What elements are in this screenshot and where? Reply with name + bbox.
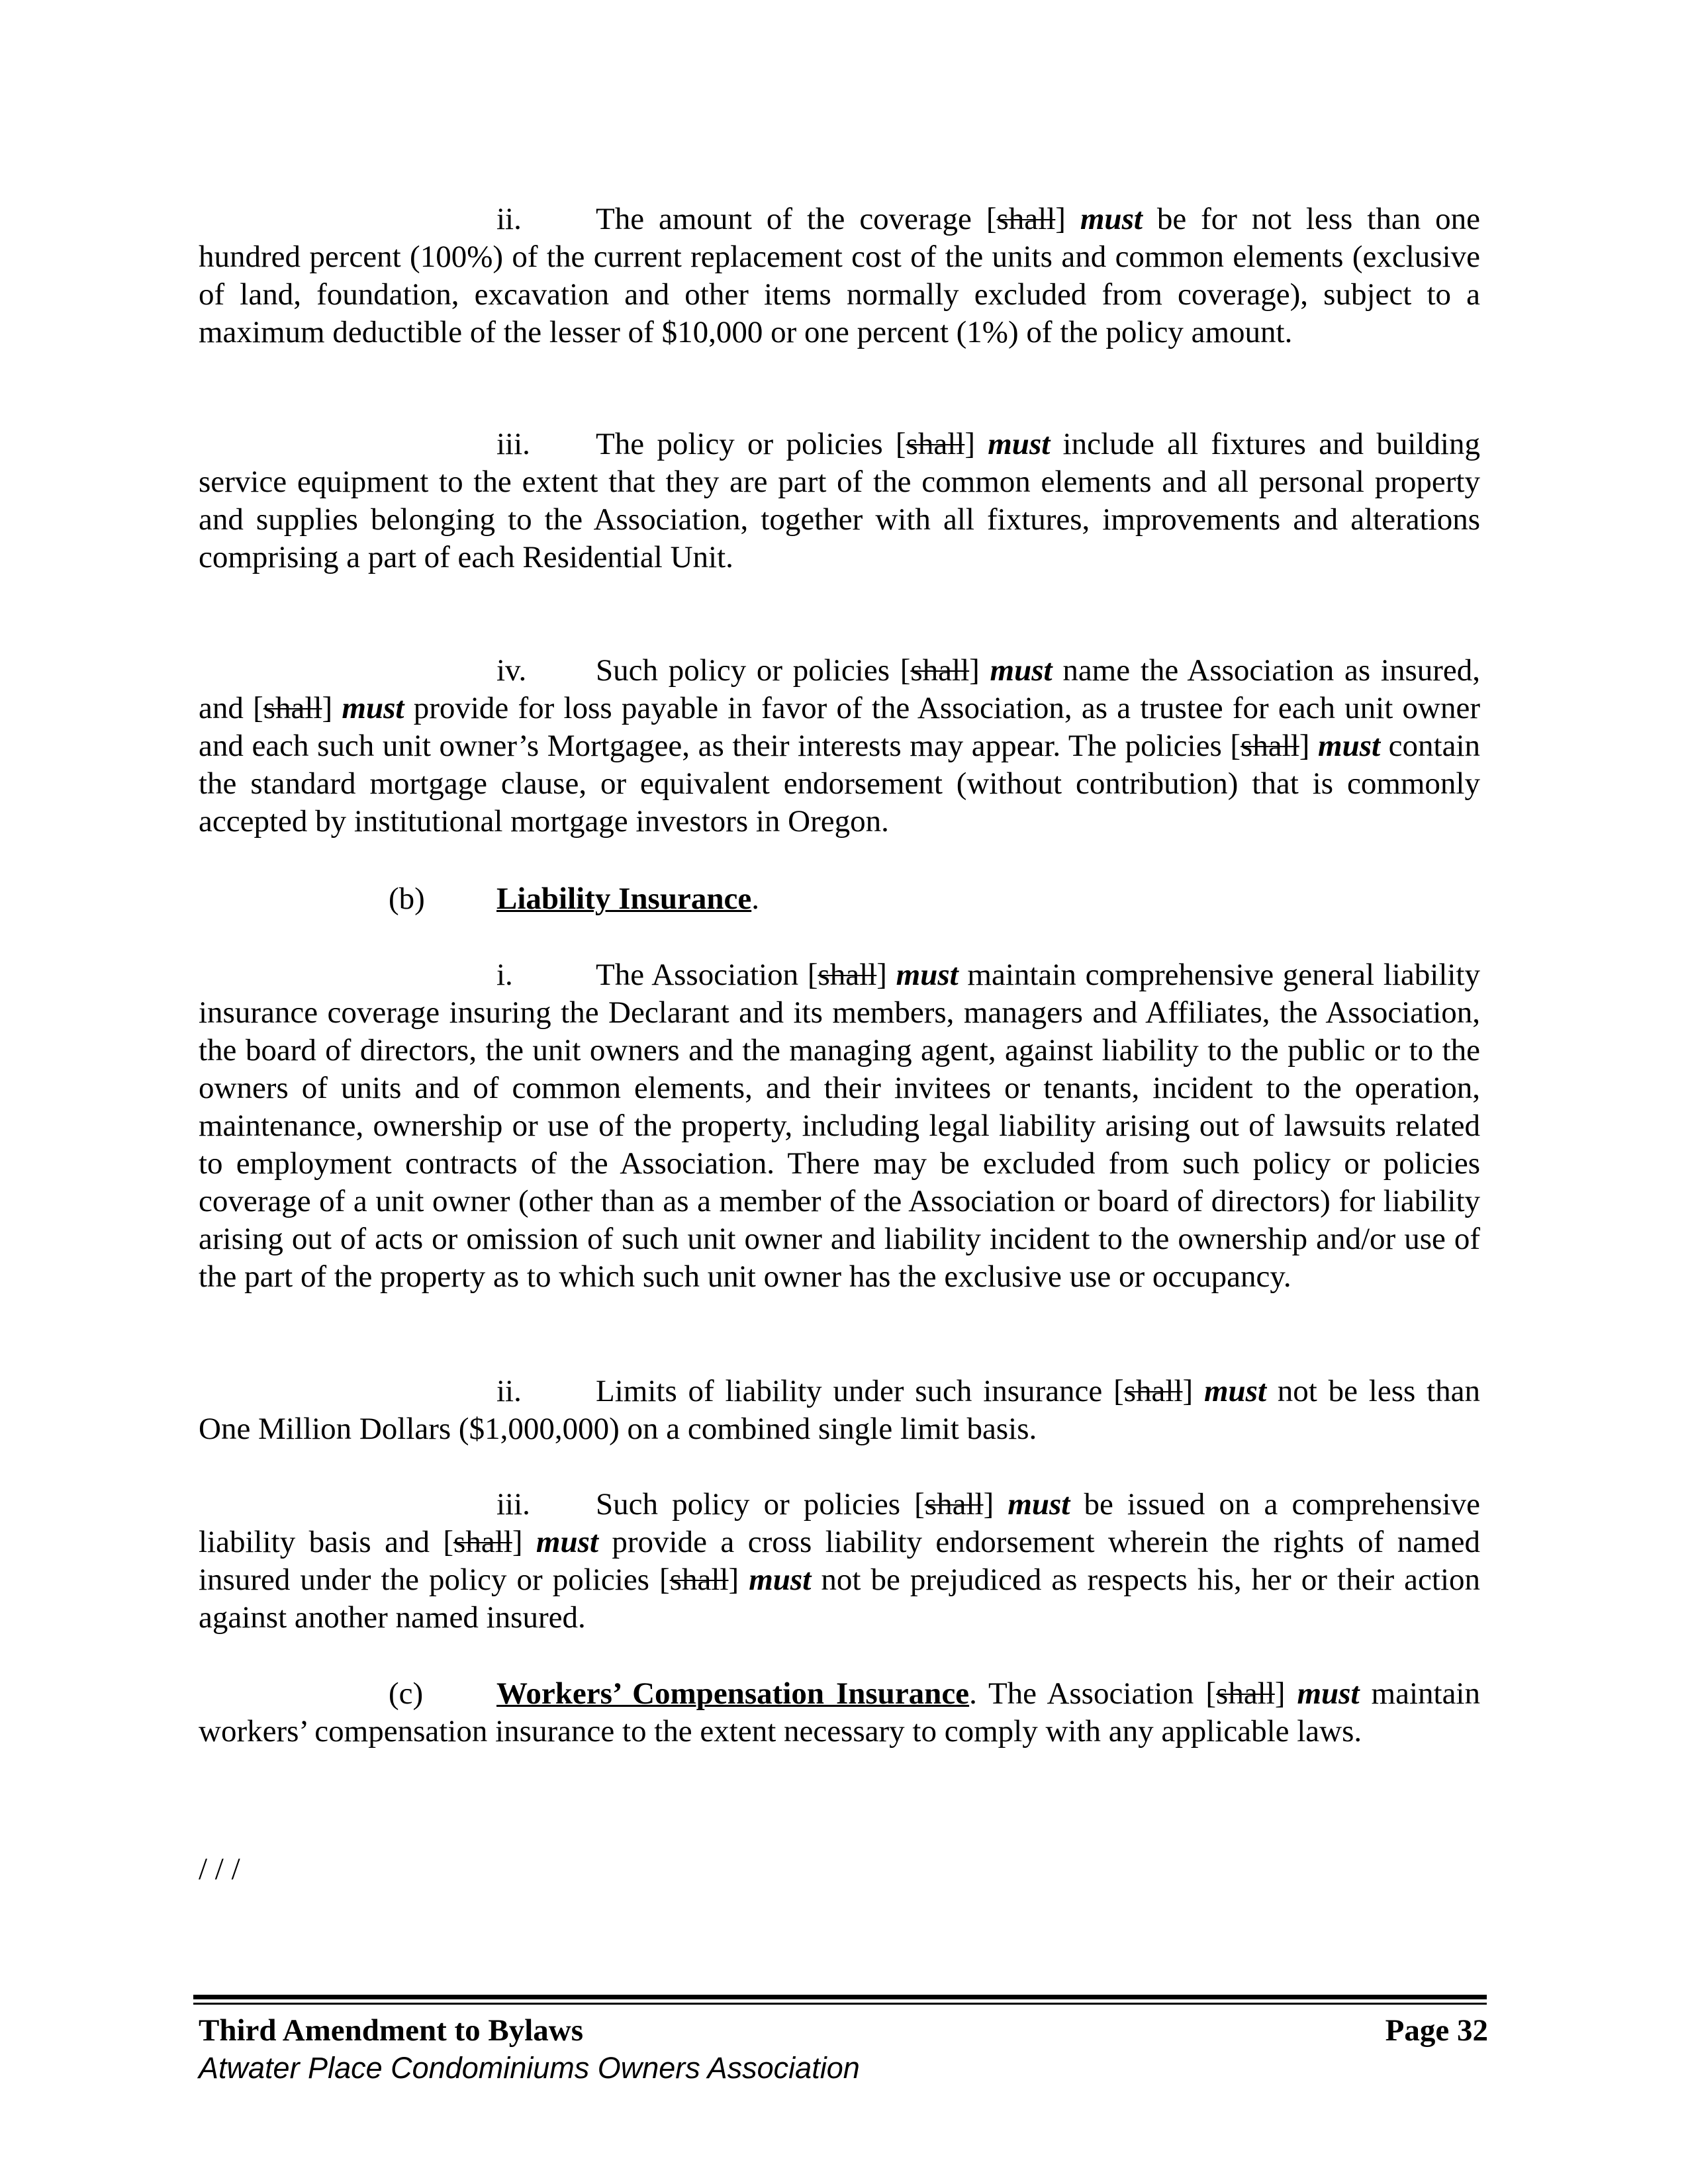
strikethrough-text: shall xyxy=(1241,729,1299,763)
footer-page-number: Page 32 xyxy=(1385,2013,1488,2048)
strikethrough-text: shall xyxy=(906,427,965,461)
item-number: i. xyxy=(496,958,513,992)
inserted-text: must xyxy=(1008,1487,1070,1522)
inserted-text: must xyxy=(1080,202,1143,236)
paragraph-iv-named-insured: iv. Such policy or policies [shall] must name the Association as insured, and [shall] must provide for loss payable in favor of the Association, as a trustee for each unit owner and each such unit owner’s Mortgagee, as their interests may appear. The policies [shall] must contain the standard mortgage clause, or equivalent endorsement (without contribution) that is commonly accepted by institutional mortgage investors in Oregon. xyxy=(199,653,1481,839)
strikethrough-text: shall xyxy=(996,202,1056,236)
paragraph-iii-cross-liability: iii. Such policy or policies [shall] must be issued on a comprehensive liability basis and [shall] must provide a cross liability endorsement wherein the rights of named insured under the policy or policies [shall] must not be prejudiced as respects his, her or their action against another named insured. xyxy=(199,1487,1481,1635)
strikethrough-text: shall xyxy=(924,1487,984,1522)
strikethrough-text: shall xyxy=(263,691,322,725)
section-title: Workers’ Compensation Insurance xyxy=(496,1676,970,1711)
inserted-text: must xyxy=(749,1563,812,1597)
inserted-text: must xyxy=(896,958,959,992)
item-number: iv. xyxy=(496,653,527,688)
paragraph-iii-fixtures: iii. The policy or policies [shall] must include all fixtures and building service equipment to the extent that they are part of the common elements and all personal property and supplies belonging to the Association, together with all fixtures, improvements and alterations comprising a part of each Residential Unit. xyxy=(199,427,1480,574)
section-title: Liability Insurance xyxy=(496,882,752,916)
inserted-text: must xyxy=(988,427,1051,461)
paragraph-ii-coverage-amount: ii. The amount of the coverage [shall] must be for not less than one hundred percent (100%) of the current replacement cost of the units and common elements (exclusive of land, foundation, excavation and other items normally excluded from coverage), subject to a maximum deductible of the lesser of $10,000 or one percent (1%) of the policy amount. xyxy=(199,202,1480,349)
strikethrough-text: shall xyxy=(910,653,970,688)
paragraph-ii-limits: ii. Limits of liability under such insurance [shall] must not be less than One Million Dollars ($1,000,000) on a combined single limit basis. xyxy=(199,1374,1481,1446)
inserted-text: must xyxy=(1297,1676,1360,1711)
strikethrough-text: shall xyxy=(453,1525,512,1559)
item-number: ii. xyxy=(496,202,522,236)
strikethrough-text: shall xyxy=(669,1563,729,1597)
section-letter: (c) xyxy=(389,1676,424,1711)
paragraph-c-workers-compensation: (c) Workers’ Compensation Insurance. The Association [shall] must maintain workers’ compensation insurance to the extent necessary to comply with any applicable laws. xyxy=(199,1676,1480,1749)
paragraph-i-liability-coverage: i. The Association [shall] must maintain comprehensive general liability insurance coverage insuring the Declarant and its members, managers and Affiliates, the Association, the board of directors, the unit owners and the managing agent, against liability to the public or to the owners of units and of common elements, and their invitees or tenants, incident to the operation, maintenance, ownership or use of the property, including legal liability arising out of lawsuits related to employment contracts of the Association. There may be excluded from such policy or policies coverage of a unit owner (other than as a member of the Association or board of directors) for liability arising out of acts or omission of such unit owner and liability incident to the ownership and/or use of the part of the property as to which such unit owner has the exclusive use or occupancy. xyxy=(199,958,1480,1294)
inserted-text: must xyxy=(990,653,1053,688)
section-letter: (b) xyxy=(389,882,425,916)
strikethrough-text: shall xyxy=(818,958,877,992)
footer-document-title: Third Amendment to Bylaws xyxy=(199,2013,584,2048)
continuation-slashes: / / / xyxy=(199,1852,240,1886)
item-number: iii. xyxy=(496,427,530,461)
inserted-text: must xyxy=(1203,1374,1267,1408)
item-number: iii. xyxy=(496,1487,530,1522)
section-heading-b: (b) Liability Insurance. xyxy=(199,880,1480,918)
strikethrough-text: shall xyxy=(1123,1374,1183,1408)
footer-rule-thin xyxy=(193,2003,1487,2005)
inserted-text: must xyxy=(1318,729,1381,763)
footer-association-name: Atwater Place Condominiums Owners Association xyxy=(199,2051,860,2085)
item-number: ii. xyxy=(496,1374,522,1408)
inserted-text: must xyxy=(342,691,404,725)
footer-rule xyxy=(193,1995,1487,1999)
inserted-text: must xyxy=(536,1525,598,1559)
strikethrough-text: shall xyxy=(1216,1676,1275,1711)
